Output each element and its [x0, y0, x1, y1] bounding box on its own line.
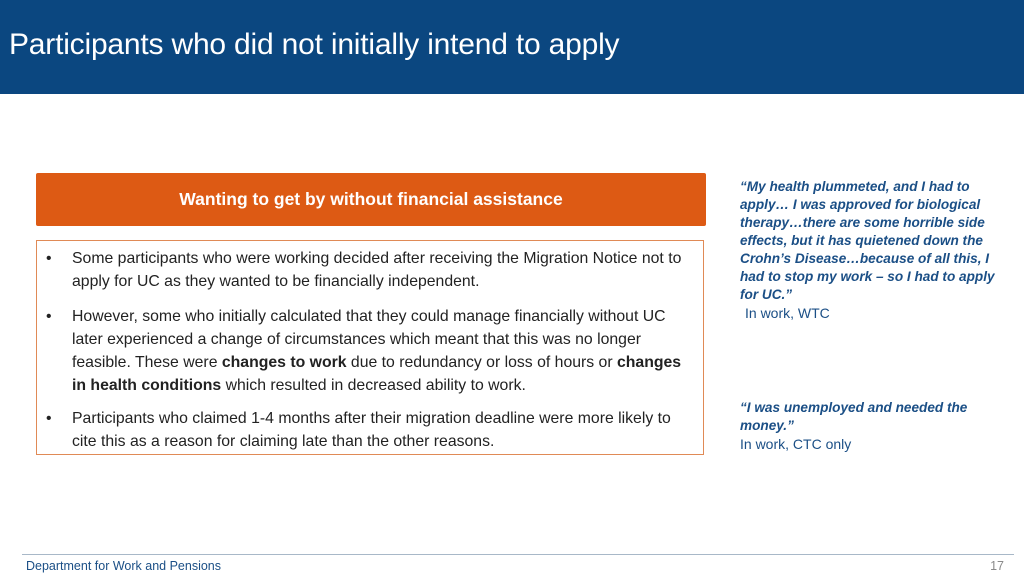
- quote-text: “My health plummeted, and I had to apply… I was approved for biological therapy…there are some horrible side effects, but it has quietened down the Crohn’s Disease…because of all this, I had to stop my work – so I had to apply for UC.”: [740, 179, 995, 302]
- participant-quote: [740, 178, 1000, 322]
- page-number: 17: [990, 559, 1004, 573]
- footer-organisation: Department for Work and Pensions: [26, 559, 222, 573]
- bullet-text: Some participants who were working decided after receiving the Migration Notice not to apply for UC as they wanted to be financially independent.: [72, 250, 682, 290]
- emphasis-changes-to-work: changes to work: [221, 354, 347, 371]
- section-banner: [36, 173, 706, 226]
- quote-attribution: In work, WTC: [745, 305, 830, 321]
- emphasis-changes-in-health: changes in health conditions: [72, 354, 682, 394]
- footer-divider: [22, 554, 1014, 555]
- bullet-marker: •: [46, 308, 52, 325]
- bullet-text: Participants who claimed 1-4 months after their migration deadline were more likely to cite this as a reason for claiming late than the other reasons.: [72, 410, 671, 450]
- bullet-text-part: due to redundancy or loss of hours or: [346, 354, 617, 371]
- bullet-marker: •: [46, 250, 52, 267]
- bullet-text-part: However, some who initially calculated that they could manage financially without UC later experienced a change of circumstances which meant that this was no longer feasible. These were: [72, 308, 666, 371]
- bullet-text: [72, 305, 692, 397]
- bullet-box: [36, 240, 704, 455]
- banner-heading: Wanting to get by without financial assistance: [179, 189, 563, 209]
- title-bar: [0, 0, 1024, 94]
- page-title: Participants who did not initially intend to apply: [9, 28, 620, 61]
- quote-text: “I was unemployed and needed the money.”: [740, 400, 968, 433]
- bullet-marker: •: [46, 410, 52, 427]
- bullet-text-part: which resulted in decreased ability to work.: [221, 377, 526, 394]
- quote-attribution: In work, CTC only: [740, 436, 852, 452]
- participant-quote: [740, 399, 1000, 453]
